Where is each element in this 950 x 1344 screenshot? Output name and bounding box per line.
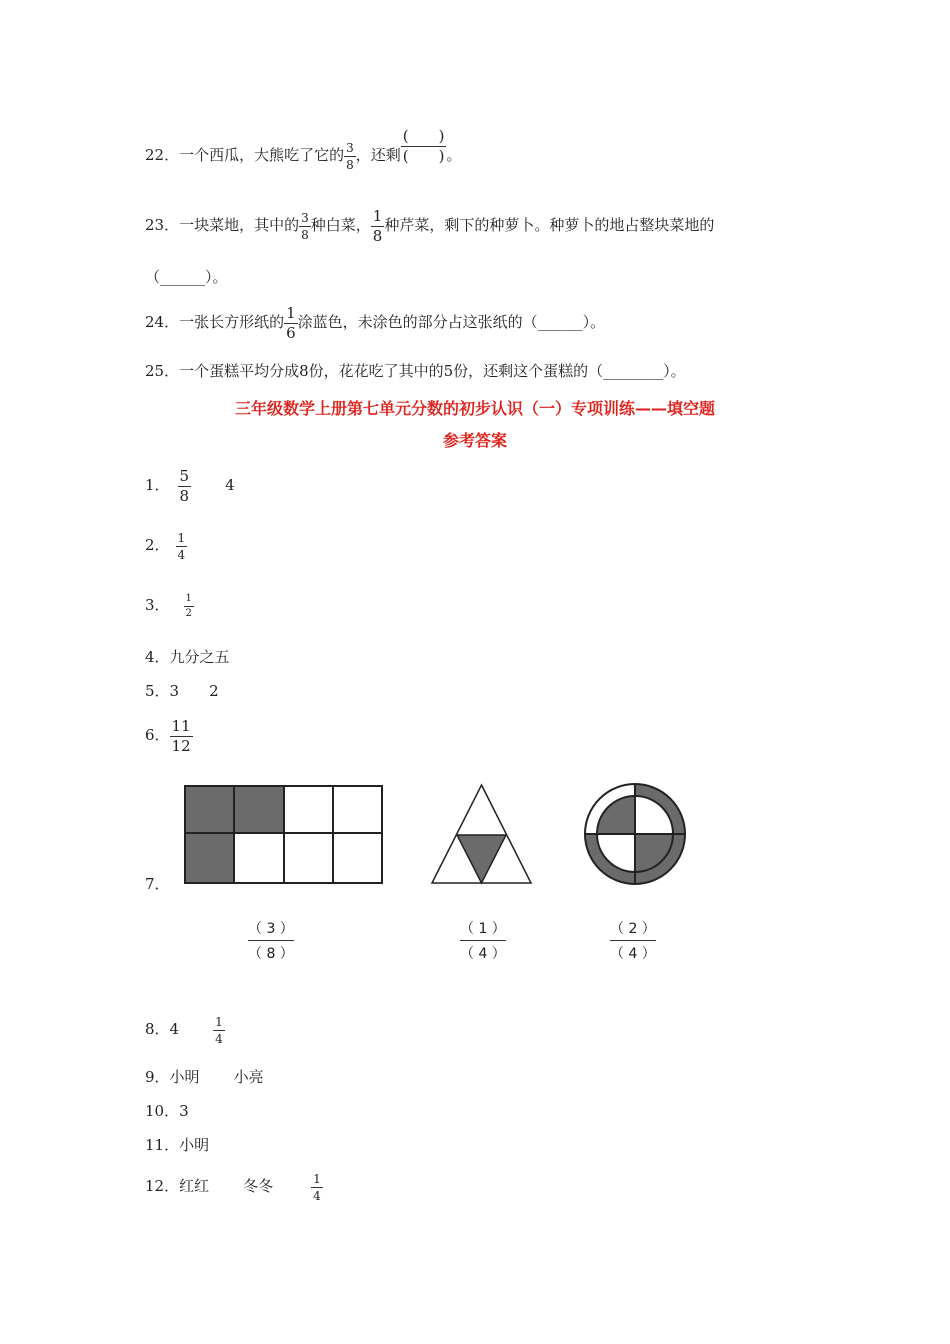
question-text: 种芹菜，剩下的种萝卜。种萝卜的地占整块菜地的	[384, 216, 715, 234]
answer-5: 5．3 2	[145, 682, 219, 700]
grid-rectangle-figure	[185, 786, 382, 883]
fraction: $\frac{11}{12}$	[171, 716, 191, 755]
answer-12: 12．红红 冬冬 $\frac{1}{4}$	[145, 1171, 321, 1203]
question-number: 23．	[145, 216, 180, 234]
shaded-cell	[185, 786, 234, 833]
fraction: $\frac{1}{8}$	[372, 206, 383, 245]
question-text: 一个西瓜，大熊吃了它的	[179, 146, 345, 164]
answer-value: 4	[225, 476, 235, 494]
rect-fraction-label: $\frac{( 3 )}{( 8 )}$	[248, 921, 294, 962]
fraction: $\frac{1}{4}$	[177, 530, 186, 562]
question-text: 一块菜地，其中的	[179, 216, 300, 234]
answers-heading: 参考答案	[442, 431, 507, 450]
question-number: 24．	[145, 313, 180, 331]
answer-1: 1． $\frac{5}{8}$ 4	[145, 466, 235, 505]
answer-10: 10．3	[145, 1102, 189, 1120]
circle-figure	[585, 784, 685, 884]
fraction: $\frac{3}{8}$	[301, 210, 309, 242]
question-text: 涂蓝色，未涂色的部分占这张纸的（______）。	[297, 313, 606, 331]
answer-4: 4．九分之五	[145, 648, 230, 666]
shaded-cell	[185, 833, 234, 883]
question-25	[145, 360, 686, 381]
answer-3: 3． $\frac{1}{2}$	[145, 592, 192, 619]
fraction: $\frac{1}{2}$	[185, 592, 192, 619]
fraction: $\frac{5}{8}$	[179, 466, 190, 505]
question-text: 一张长方形纸的	[179, 313, 285, 331]
question-24	[145, 302, 605, 342]
fraction: $\frac{1}{6}$	[286, 303, 296, 342]
answer-9: 9．小明 小亮	[145, 1068, 264, 1086]
question-text: 。	[446, 146, 462, 164]
answer-7-figures	[180, 780, 700, 890]
answer-blank-fraction[interactable]: $\frac{( )}{( )}$	[402, 126, 445, 165]
fraction: $\frac{1}{4}$	[313, 1171, 321, 1203]
answer-8: 8．4 $\frac{1}{4}$	[145, 1014, 223, 1046]
answer-2: 2． $\frac{1}{4}$	[145, 530, 186, 562]
shaded-cell	[234, 786, 284, 833]
fraction: $\frac{3}{8}$	[346, 140, 354, 172]
question-23	[145, 205, 714, 245]
answer-11: 11．小明	[145, 1136, 210, 1154]
answer-6: 6． $\frac{11}{12}$	[145, 716, 191, 755]
question-text: 一个蛋糕平均分成8份，花花吃了其中的5份，还剩这个蛋糕的（________）。	[179, 362, 686, 380]
triangle-figure	[432, 785, 531, 883]
shaded-triangle	[457, 835, 506, 883]
answer-7-number: 7．	[145, 875, 170, 893]
circle-fraction-label: $\frac{( 2 )}{( 4 )}$	[610, 921, 656, 962]
answer-blank[interactable]: （______）。	[145, 268, 228, 286]
page-title: 三年级数学上册第七单元分数的初步认识（一）专项训练——填空题	[234, 399, 715, 418]
triangle-fraction-label: $\frac{( 1 )}{( 4 )}$	[460, 921, 506, 962]
question-text: 种白菜，	[310, 216, 371, 234]
question-text: ，还剩	[355, 146, 401, 164]
fraction: $\frac{1}{4}$	[215, 1014, 223, 1046]
question-number: 22．	[145, 146, 180, 164]
question-number: 25．	[145, 362, 180, 380]
question-22	[145, 126, 462, 177]
